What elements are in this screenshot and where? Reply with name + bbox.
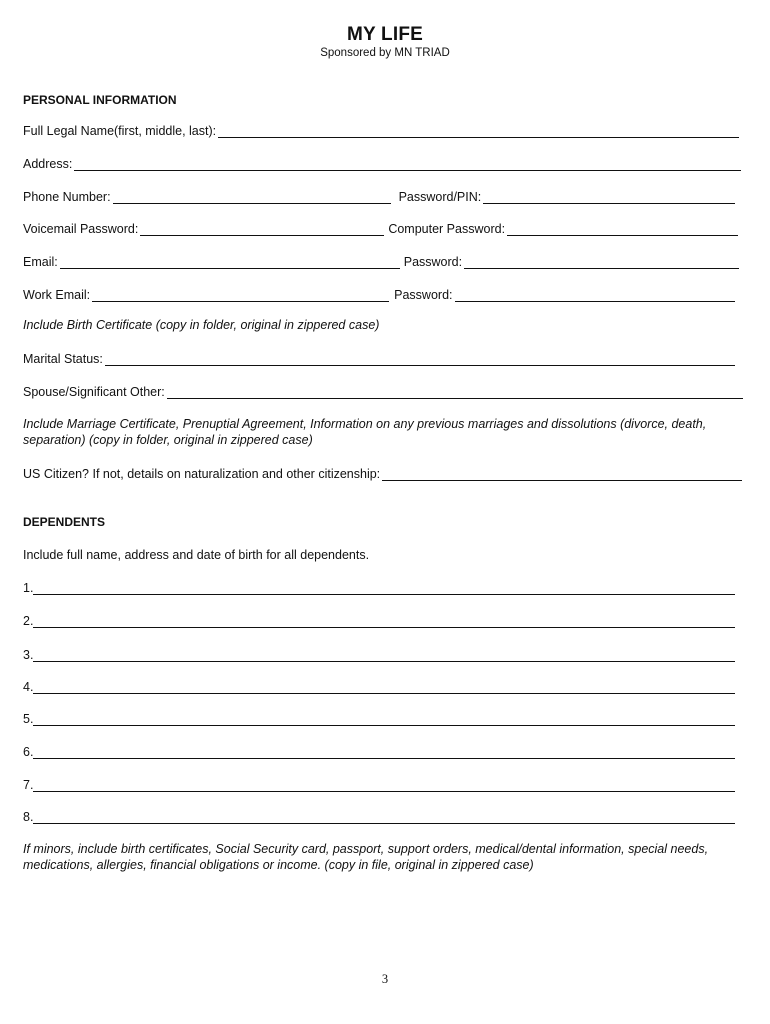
full-name-label: Full Legal Name(first, middle, last): — [23, 124, 217, 138]
work-email-field[interactable] — [92, 288, 389, 302]
dependent-number: 6. — [23, 745, 34, 759]
phone-label: Phone Number: — [23, 190, 111, 204]
page-subtitle: Sponsored by MN TRIAD — [320, 47, 450, 59]
dependent-number: 3. — [23, 648, 34, 662]
dependent-field[interactable] — [33, 745, 735, 759]
dependent-row-1 — [23, 579, 735, 595]
dependent-field[interactable] — [33, 778, 735, 792]
email-password-field[interactable] — [464, 255, 739, 269]
email-field[interactable] — [60, 255, 400, 269]
email-label: Email: — [23, 255, 58, 269]
dependent-field[interactable] — [33, 810, 735, 824]
work-email-password-field[interactable] — [455, 288, 736, 302]
voicemail-password-field[interactable] — [140, 222, 384, 236]
page-number: 3 — [381, 972, 389, 986]
marital-status-row — [23, 350, 735, 366]
birth-certificate-note: Include Birth Certificate (copy in folder, original in zippered case) — [23, 318, 380, 332]
dependent-row-7 — [23, 776, 735, 792]
computer-password-field[interactable] — [507, 222, 738, 236]
voicemail-password-label: Voicemail Password: — [23, 222, 139, 236]
marriage-certificate-note: Include Marriage Certificate, Prenuptial Agreement, Information on any previous marriages and dissolutions (divorce, death, separation) (copy in folder, original in zippered case) — [23, 417, 707, 447]
address-label: Address: — [23, 157, 73, 171]
dependent-row-2 — [23, 612, 735, 628]
dependent-field[interactable] — [33, 581, 735, 595]
citizenship-label: US Citizen? If not, details on naturalization and other citizenship: — [23, 467, 381, 481]
section-heading-dependents: DEPENDENTS — [23, 515, 106, 529]
address-field[interactable] — [74, 157, 741, 171]
full-name-field[interactable] — [218, 124, 739, 138]
dependent-number: 7. — [23, 778, 34, 792]
voicemail-row — [23, 220, 738, 236]
dependent-row-6 — [23, 743, 735, 759]
phone-row — [23, 188, 735, 204]
full-name-row — [23, 122, 739, 138]
dependent-row-5 — [23, 710, 735, 726]
password-pin-label: Password/PIN: — [398, 190, 482, 204]
dependent-row-3 — [23, 646, 735, 662]
work-email-label: Work Email: — [23, 288, 91, 302]
section-heading-personal-information: PERSONAL INFORMATION — [23, 93, 177, 107]
password-pin-field[interactable] — [483, 190, 735, 204]
work-email-password-label: Password: — [394, 288, 453, 302]
email-row — [23, 253, 739, 269]
spouse-label: Spouse/Significant Other: — [23, 385, 165, 399]
page-title: MY LIFE — [347, 24, 423, 45]
dependent-number: 1. — [23, 581, 34, 595]
marital-status-field[interactable] — [105, 352, 735, 366]
dependent-field[interactable] — [33, 614, 735, 628]
dependent-number: 2. — [23, 614, 34, 628]
dependent-field[interactable] — [33, 712, 735, 726]
citizenship-field[interactable] — [382, 467, 742, 481]
marital-status-label: Marital Status: — [23, 352, 103, 366]
dependent-field[interactable] — [33, 680, 735, 694]
spouse-field[interactable] — [167, 385, 743, 399]
dependent-number: 8. — [23, 810, 34, 824]
address-row — [23, 155, 741, 171]
dependent-field[interactable] — [33, 648, 735, 662]
dependent-row-4 — [23, 678, 735, 694]
citizenship-row — [23, 465, 742, 481]
work-email-row — [23, 286, 735, 302]
dependent-number: 4. — [23, 680, 34, 694]
minors-note: If minors, include birth certificates, Social Security card, passport, support orders, medical/dental information, special needs, medications, allergies, financial obligations or income. (copy in file, original in zippered case) — [23, 842, 709, 872]
email-password-label: Password: — [403, 255, 463, 269]
dependent-row-8 — [23, 808, 735, 824]
dependent-number: 5. — [23, 712, 34, 726]
computer-password-label: Computer Password: — [388, 222, 506, 236]
spouse-row — [23, 383, 743, 399]
phone-field[interactable] — [113, 190, 391, 204]
dependents-instruction: Include full name, address and date of birth for all dependents. — [23, 548, 370, 562]
